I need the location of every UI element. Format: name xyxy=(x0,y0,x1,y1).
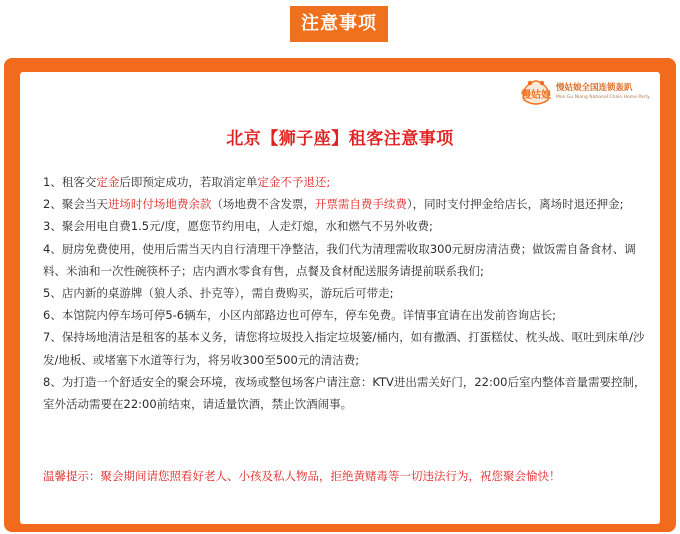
rule-item xyxy=(43,171,653,193)
rule-highlight-text: 定金不予退还; xyxy=(257,175,331,189)
notice-frame xyxy=(4,58,676,532)
rule-text: 1、租客交 xyxy=(43,175,97,189)
rules-list xyxy=(43,171,653,415)
brand-logo xyxy=(520,78,652,110)
rule-text: 7、保持场地清洁是租客的基本义务，请您将垃圾投入指定垃圾篓/桶内，如有撒酒、打蛋糕仗、枕头战、呕吐到床单/沙发/地板、或堵塞下水道等行为，将另收300至500元的清洁费; xyxy=(43,330,645,367)
rule-item xyxy=(43,304,653,326)
rule-text: 5、店内新的桌游牌（狼人杀、扑克等），需自费购买，游玩后可带走; xyxy=(43,286,394,301)
rule-highlight-text: 定金 xyxy=(96,175,120,189)
rule-item xyxy=(43,238,653,282)
rule-item xyxy=(43,215,653,237)
rule-item xyxy=(43,193,653,215)
rule-item xyxy=(43,326,653,370)
page-title: 北京【狮子座】租客注意事项 xyxy=(226,129,454,149)
rule-text: 8、为打造一个舒适安全的聚会环境，夜场或整包场客户请注意：KTV进出需关好门，22:00后室内整体音量需要控制，室外活动需要在22:00前结束，请适量饮酒，禁止饮酒闹事。 xyxy=(43,374,646,412)
rule-text: 后即预定成功，若取消定单 xyxy=(119,175,258,189)
rule-highlight-text: 进场时付场地费余款 xyxy=(107,197,212,212)
warm-reminder: 温馨提示：聚会期间请您照看好老人、小孩及私人物品，拒绝黄赌毒等一切违法行为，祝您聚会愉快！ xyxy=(43,469,561,483)
notice-panel xyxy=(20,72,660,524)
rule-text: （场地费不含发票， xyxy=(211,197,315,212)
rule-text: ），同时支付押金给店长，离场时退还押金; xyxy=(406,197,624,212)
rule-highlight-text: 开票需自费手续费 xyxy=(314,197,407,212)
brand-tagline: Man Gu Niang National Chain Home Party xyxy=(556,95,650,100)
rule-text: 2、聚会当天 xyxy=(43,197,108,212)
rule-text: 6、本馆院内停车场可停5-6辆车，小区内部路边也可停车，停车免费。详情事宜请在出发前咨询店长; xyxy=(43,308,556,323)
brand-logo-icon xyxy=(520,78,552,108)
rule-item xyxy=(43,282,653,304)
rule-item xyxy=(43,371,653,415)
rule-text: 4、厨房免费使用，使用后需当天内自行清理干净整洁，我们代为清理需收取300元厨房清洁费；做饭需自备食材、调料、米油和一次性碗筷杯子；店内酒水零食有售，点餐及食材配送服务请提前联系我们; xyxy=(43,241,636,278)
brand-name: 慢姑娘全国连锁轰趴 xyxy=(556,83,633,93)
brand-mark-text: 慢姑娘 xyxy=(521,90,551,101)
rule-text: 3、聚会用电自费1.5元/度，愿您节约用电，人走灯熄，水和燃气不另外收费; xyxy=(43,219,433,234)
section-badge: 注意事项 xyxy=(290,6,388,42)
